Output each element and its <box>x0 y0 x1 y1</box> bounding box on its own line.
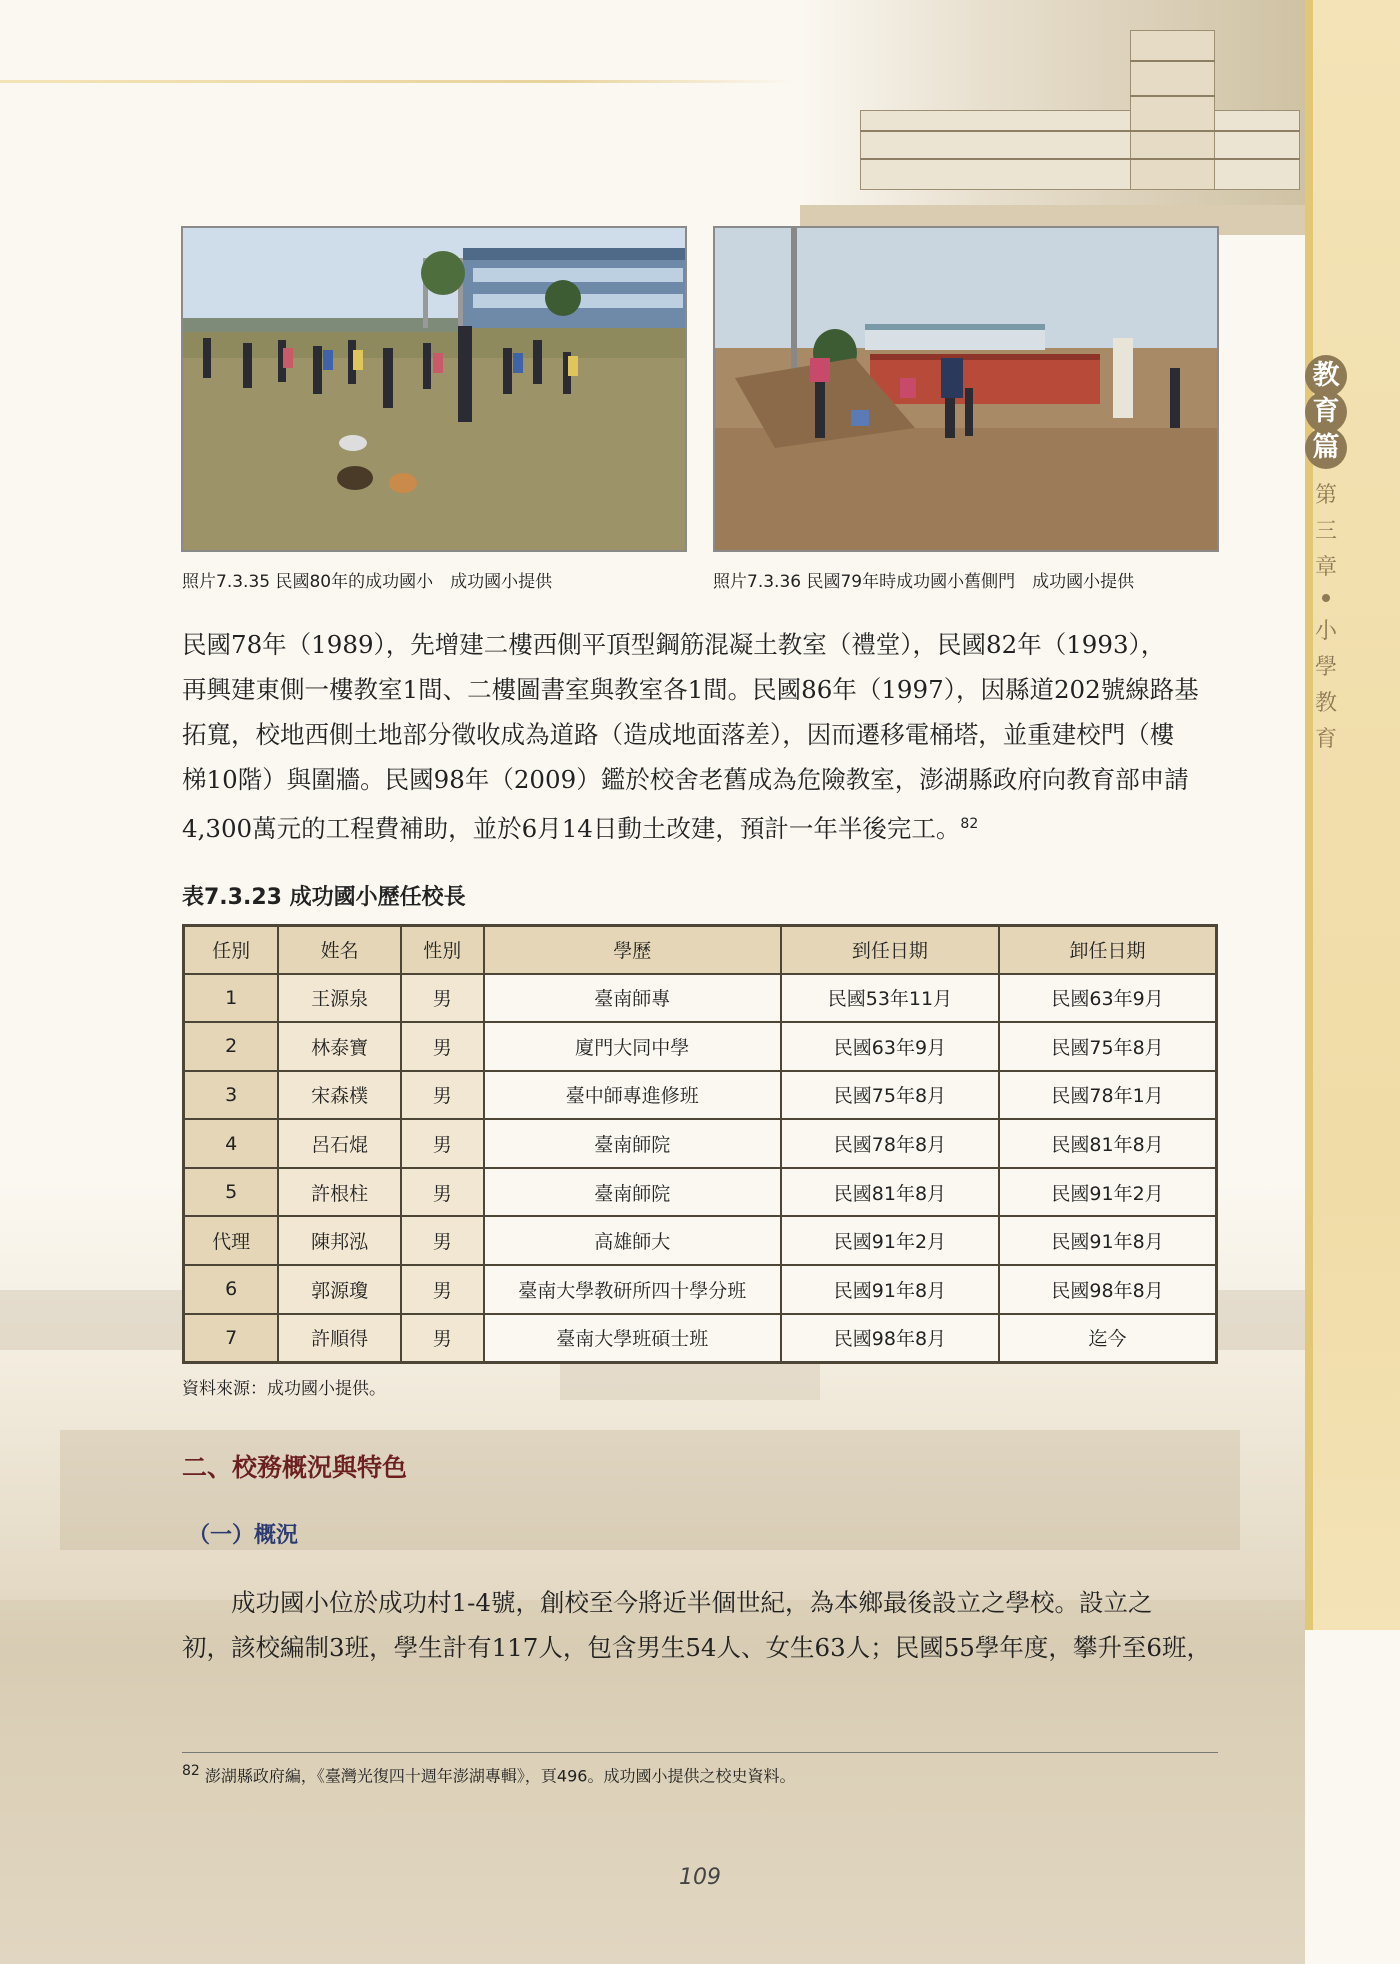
table-row <box>184 974 1217 1023</box>
section-heading: 二、校務概況與特色 <box>182 1453 408 1482</box>
cell-education: 臺南大學班碩士班 <box>484 1314 781 1363</box>
cell-start-date: 民國63年9月 <box>781 1022 999 1071</box>
cell-gender: 男 <box>401 974 484 1023</box>
paragraph-line: 再興建東側一樓教室1間、二樓圖書室與教室各1間。民國86年（1997），因縣道202號線路基 <box>182 675 1199 704</box>
cell-education: 臺南師院 <box>484 1119 781 1168</box>
cell-gender: 男 <box>401 1265 484 1314</box>
cell-start-date: 民國91年2月 <box>781 1216 999 1265</box>
footnote-number: 82 <box>182 1763 200 1779</box>
cell-end-date: 民國91年2月 <box>999 1168 1216 1217</box>
table-row <box>184 1265 1217 1314</box>
subsection-heading: （一）概況 <box>188 1523 299 1548</box>
cell-name: 郭源瓊 <box>278 1265 401 1314</box>
table-row <box>184 1216 1217 1265</box>
cell-gender: 男 <box>401 1071 484 1120</box>
cell-name: 宋森樸 <box>278 1071 401 1120</box>
footnote-divider <box>182 1752 1218 1753</box>
table-row <box>184 1168 1217 1217</box>
cell-gender: 男 <box>401 1216 484 1265</box>
side-tab-section-char: 篇 <box>1305 427 1347 469</box>
cell-term: 7 <box>184 1314 279 1363</box>
cell-education: 臺南大學教研所四十學分班 <box>484 1265 781 1314</box>
side-tab-section-char: 育 <box>1305 391 1347 433</box>
photo-caption: 照片7.3.36 民國79年時成功國小舊側門 成功國小提供 <box>713 572 1135 592</box>
column-header: 到任日期 <box>781 926 999 974</box>
cell-start-date: 民國91年8月 <box>781 1265 999 1314</box>
side-tab-chapter-char: 三 <box>1314 519 1337 544</box>
cell-education: 臺中師專進修班 <box>484 1071 781 1120</box>
table-header-row <box>184 926 1217 974</box>
cell-education: 臺南師院 <box>484 1168 781 1217</box>
cell-start-date: 民國75年8月 <box>781 1071 999 1120</box>
table-row <box>184 1314 1217 1363</box>
column-header: 學歷 <box>484 926 781 974</box>
photo-old-side-gate-1990 <box>713 226 1219 552</box>
column-header: 任別 <box>184 926 279 974</box>
side-tab-subject-char: 小 <box>1314 619 1337 644</box>
cell-term: 5 <box>184 1168 279 1217</box>
side-tab-subject-char: 教 <box>1314 691 1337 716</box>
cell-name: 呂石焜 <box>278 1119 401 1168</box>
cell-term: 4 <box>184 1119 279 1168</box>
page-number: 109 <box>679 1865 721 1890</box>
side-tab-subject-char: 學 <box>1314 655 1337 680</box>
cell-term: 1 <box>184 974 279 1023</box>
table-source-note: 資料來源：成功國小提供。 <box>182 1379 386 1399</box>
cell-gender: 男 <box>401 1022 484 1071</box>
cell-start-date: 民國53年11月 <box>781 974 999 1023</box>
footnote <box>182 1763 795 1786</box>
table-row <box>184 1022 1217 1071</box>
cell-name: 許順得 <box>278 1314 401 1363</box>
table-row <box>184 1119 1217 1168</box>
paragraph-line: 民國78年（1989），先增建二樓西側平頂型鋼筋混凝土教室（禮堂），民國82年（1993）， <box>182 630 1166 659</box>
cell-name: 王源泉 <box>278 974 401 1023</box>
cell-name: 許根柱 <box>278 1168 401 1217</box>
paragraph-line-last <box>182 802 1220 851</box>
side-tab-section-char: 教 <box>1305 355 1347 397</box>
cell-gender: 男 <box>401 1168 484 1217</box>
body-paragraph <box>182 1580 1220 1670</box>
column-header: 性別 <box>401 926 484 974</box>
table-title: 表7.3.23 成功國小歷任校長 <box>182 885 466 910</box>
side-tab-chapter-char: 第 <box>1314 483 1337 508</box>
footnote-text: 澎湖縣政府編，《臺灣光復四十週年澎湖專輯》，頁496。成功國小提供之校史資料。 <box>204 1766 796 1786</box>
top-decorative-rule <box>0 80 795 83</box>
cell-end-date: 迄今 <box>999 1314 1216 1363</box>
body-paragraph <box>182 622 1220 851</box>
cell-start-date: 民國78年8月 <box>781 1119 999 1168</box>
cell-gender: 男 <box>401 1314 484 1363</box>
cell-term: 代理 <box>184 1216 279 1265</box>
column-header: 卸任日期 <box>999 926 1216 974</box>
side-tab-subject-char: 育 <box>1314 727 1337 752</box>
principals-table <box>182 924 1218 1364</box>
paragraph-line: 梯10階）與圍牆。民國98年（2009）鑑於校舍老舊成為危險教室，澎湖縣政府向教育部申請 <box>182 765 1189 794</box>
paragraph-line: 初，該校編制3班，學生計有117人，包含男生54人、女生63人；民國55學年度，攀升至6班， <box>182 1633 1211 1662</box>
photo-caption: 照片7.3.35 民國80年的成功國小 成功國小提供 <box>182 572 553 592</box>
photo-school-1991 <box>181 226 687 552</box>
side-tab-separator-dot <box>1322 594 1330 602</box>
cell-name: 陳邦泓 <box>278 1216 401 1265</box>
cell-end-date: 民國98年8月 <box>999 1265 1216 1314</box>
paragraph-line: 成功國小位於成功村1-4號，創校至今將近半個世紀，為本鄉最後設立之學校。設立之 <box>182 1588 1153 1617</box>
footnote-reference[interactable]: 82 <box>960 816 979 832</box>
cell-gender: 男 <box>401 1119 484 1168</box>
cell-name: 林泰寶 <box>278 1022 401 1071</box>
cell-end-date: 民國75年8月 <box>999 1022 1216 1071</box>
side-tab-chapter-char: 章 <box>1314 555 1337 580</box>
cell-end-date: 民國91年8月 <box>999 1216 1216 1265</box>
cell-education: 高雄師大 <box>484 1216 781 1265</box>
cell-end-date: 民國78年1月 <box>999 1071 1216 1120</box>
paragraph-line: 拓寬，校地西側土地部分徵收成為道路（造成地面落差），因而遷移電桶塔，並重建校門（樓 <box>182 720 1175 749</box>
cell-end-date: 民國81年8月 <box>999 1119 1216 1168</box>
cell-end-date: 民國63年9月 <box>999 974 1216 1023</box>
cell-education: 臺南師專 <box>484 974 781 1023</box>
cell-education: 廈門大同中學 <box>484 1022 781 1071</box>
cell-term: 6 <box>184 1265 279 1314</box>
cell-term: 2 <box>184 1022 279 1071</box>
paragraph-line-text: 4,300萬元的工程費補助，並於6月14日動土改建，預計一年半後完工。 <box>182 814 961 844</box>
table-row <box>184 1071 1217 1120</box>
header-school-building-photo <box>800 0 1305 235</box>
cell-start-date: 民國98年8月 <box>781 1314 999 1363</box>
cell-start-date: 民國81年8月 <box>781 1168 999 1217</box>
column-header: 姓名 <box>278 926 401 974</box>
side-band-lower <box>1305 1630 1400 1964</box>
cell-term: 3 <box>184 1071 279 1120</box>
